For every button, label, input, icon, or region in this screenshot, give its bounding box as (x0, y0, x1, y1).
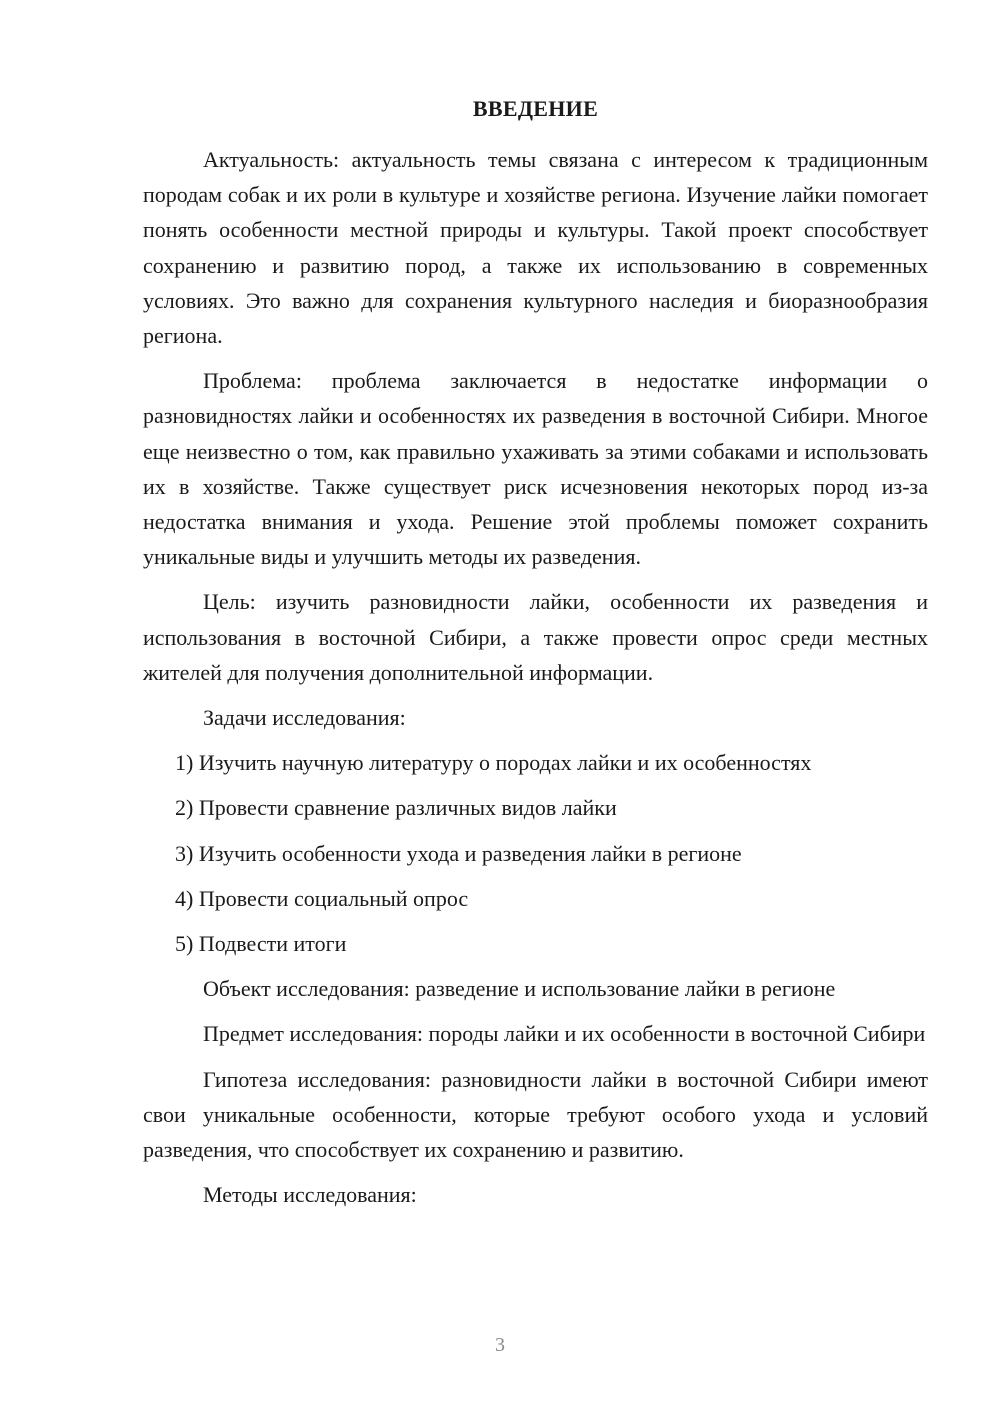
task-item-4: 4) Провести социальный опрос (175, 885, 469, 911)
page-number: 3 (495, 1334, 505, 1356)
task-item-2: 2) Провести сравнение различных видов лайки (175, 795, 617, 821)
paragraph-subject: Предмет исследования: породы лайки и их особенности в восточной Сибири (203, 1021, 926, 1047)
task-item-3: 3) Изучить особенности ухода и разведения лайки в регионе (175, 840, 742, 866)
paragraph-relevance: Актуальность: актуальность темы связана с интересом к традиционным породам собак и их роли в культуре и хозяйстве региона. Изучение лайки помогает понять особенности местной природы и культуры. Такой проект способствует сохранению и развитию пород, а также их использованию в современных условиях. Это важно для сохранения культурного наследия и биоразнообразия региона. (143, 147, 928, 349)
paragraph-object: Объект исследования: разведение и использование лайки в регионе (203, 976, 836, 1002)
paragraph-goal: Цель: изучить разновидности лайки, особенности их разведения и использования в восточной Сибири, а также провести опрос среди местных жителей для получения дополнительной информации. (143, 589, 928, 685)
task-item-1: 1) Изучить научную литературу о породах лайки и их особенностях (175, 750, 812, 776)
document-title: ВВЕДЕНИЕ (472, 96, 599, 121)
tasks-list (143, 745, 928, 961)
paragraph-problem: Проблема: проблема заключается в недостатке информации о разновидностях лайки и особенностях их разведения в восточной Сибири. Многое еще неизвестно о том, как правильно ухаживать за этими собаками и использовать их в хозяйстве. Также существует риск исчезновения некоторых пород из-за недостатка внимания и ухода. Решение этой проблемы поможет сохранить уникальные виды и улучшить методы их разведения. (143, 368, 928, 570)
document-page (143, 0, 928, 1414)
document-body (143, 142, 928, 1212)
methods-heading: Методы исследования: (203, 1182, 417, 1208)
paragraph-hypothesis: Гипотеза исследования: разновидности лайки в восточной Сибири имеют свои уникальные особенности, которые требуют особого ухода и условий разведения, что способствует их сохранению и развитию. (143, 1066, 928, 1163)
task-item-5: 5) Подвести итоги (175, 931, 347, 957)
tasks-heading: Задачи исследования: (203, 705, 406, 731)
